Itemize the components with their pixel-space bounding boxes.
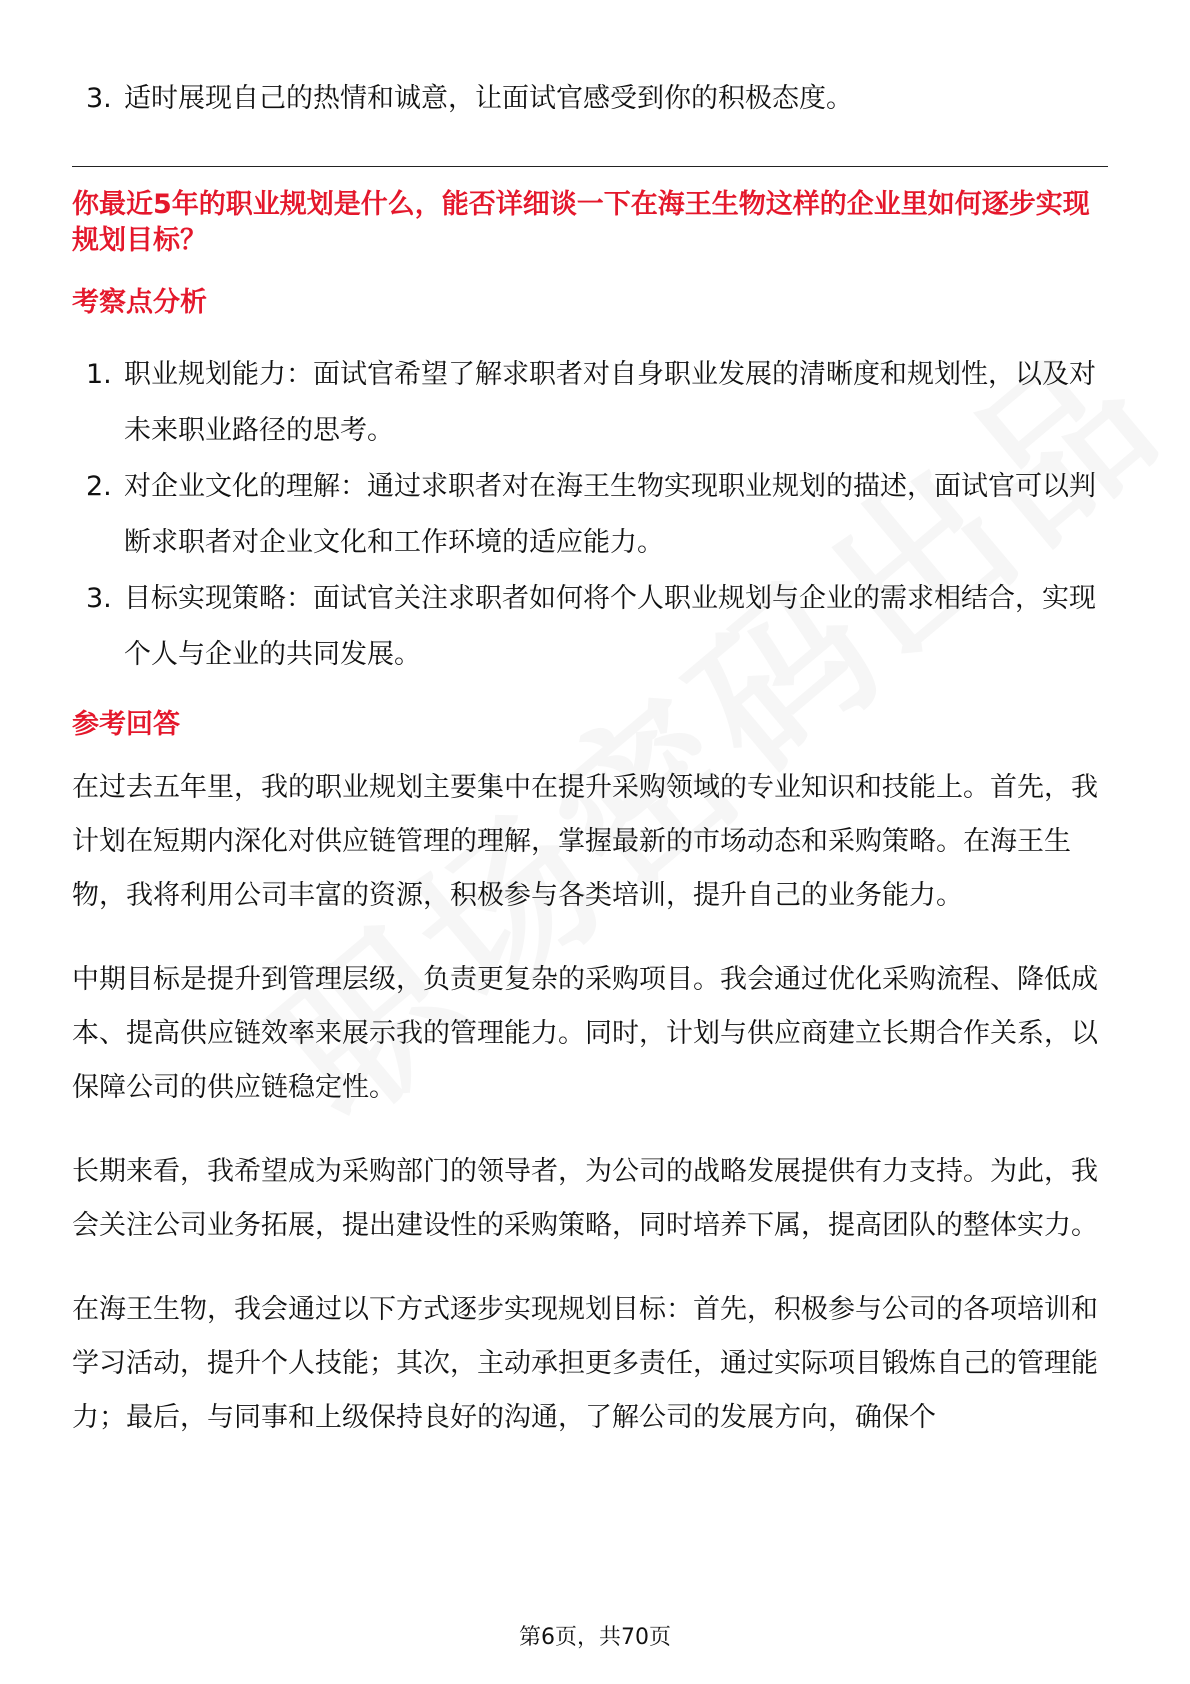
- answer-title: 参考回答: [72, 709, 180, 740]
- answer-paragraph: 在过去五年里，我的职业规划主要集中在提升采购领域的专业知识和技能上。首先，我计划在短期内深化对供应链管理的理解，掌握最新的市场动态和采购策略。在海王生物，我将利用公司丰富的资源，积极参与各类培训，提升自己的业务能力。: [72, 772, 1098, 911]
- list-number: 2.: [86, 471, 112, 502]
- list-text: 适时展现自己的热情和诚意，让面试官感受到你的积极态度。: [124, 83, 853, 114]
- page-footer: 第6页，共70页: [519, 1625, 671, 1650]
- list-number: 3.: [86, 83, 112, 114]
- intro-list: [72, 70, 1108, 128]
- analysis-title: 考察点分析: [72, 287, 207, 318]
- list-item: [72, 347, 1108, 459]
- list-item: [72, 459, 1108, 571]
- question-heading: 你最近5年的职业规划是什么，能否详细谈一下在海王生物这样的企业里如何逐步实现规划目标？: [72, 189, 1090, 256]
- list-item: [72, 571, 1108, 683]
- list-item: [72, 70, 1108, 128]
- content: [72, 70, 1108, 1475]
- section-divider: [72, 166, 1108, 167]
- list-number: 1.: [86, 359, 112, 390]
- list-text: 对企业文化的理解：通过求职者对在海王生物实现职业规划的描述，面试官可以判断求职者对企业文化和工作环境的适应能力。: [124, 471, 1096, 558]
- list-text: 职业规划能力：面试官希望了解求职者对自身职业发展的清晰度和规划性，以及对未来职业路径的思考。: [124, 359, 1096, 446]
- list-text: 目标实现策略：面试官关注求职者如何将个人职业规划与企业的需求相结合，实现个人与企业的共同发展。: [124, 583, 1096, 670]
- analysis-list: [72, 347, 1108, 683]
- answer-paragraph: 长期来看，我希望成为采购部门的领导者，为公司的战略发展提供有力支持。为此，我会关注公司业务拓展，提出建设性的采购策略，同时培养下属，提高团队的整体实力。: [72, 1156, 1098, 1241]
- list-number: 3.: [86, 583, 112, 614]
- answer-paragraph: 在海王生物，我会通过以下方式逐步实现规划目标：首先，积极参与公司的各项培训和学习活动，提升个人技能；其次，主动承担更多责任，通过实际项目锻炼自己的管理能力；最后，与同事和上级保持良好的沟通，了解公司的发展方向，确保个: [72, 1294, 1098, 1433]
- answer-paragraph: 中期目标是提升到管理层级，负责更复杂的采购项目。我会通过优化采购流程、降低成本、提高供应链效率来展示我的管理能力。同时，计划与供应商建立长期合作关系，以保障公司的供应链稳定性。: [72, 964, 1098, 1103]
